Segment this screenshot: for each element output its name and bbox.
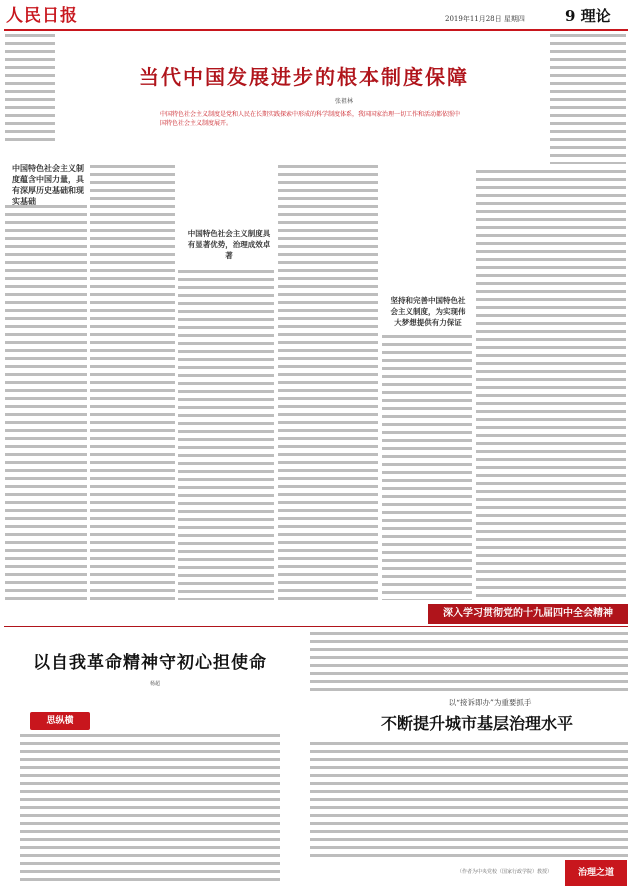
essay-right-top-body xyxy=(310,632,628,692)
essay-right-subhead: 以“接诉即办”为重要抓手 xyxy=(448,698,532,707)
main-author: 张祖林 xyxy=(335,98,354,105)
footer-logo: 治理之道 xyxy=(565,860,627,886)
page-number xyxy=(565,4,627,28)
page-number-value: 9 xyxy=(565,7,576,25)
newspaper-logo: 人民日报 xyxy=(6,6,78,26)
essay-right-body xyxy=(310,742,628,862)
left-column-text xyxy=(5,34,55,144)
essay-right-title: 不断提升城市基层治理水平 xyxy=(380,714,573,733)
page-section-label: 理论 xyxy=(580,7,611,25)
essay-left-body xyxy=(20,734,280,884)
body-column-2 xyxy=(90,165,175,600)
main-headline: 当代中国发展进步的根本制度保障 xyxy=(139,65,469,89)
section-subhead-2: 中国特色社会主义制度具有显著优势，治理成效卓著 xyxy=(187,229,271,260)
column-stamp: 思纵横 xyxy=(30,712,90,730)
dateline: 2019年11月28日 星期四 xyxy=(445,15,525,23)
author-note: （作者为中央党校（国家行政学院）教授） xyxy=(456,869,552,875)
body-column-4 xyxy=(278,165,378,600)
masthead-rule xyxy=(4,29,628,31)
body-column-1 xyxy=(5,205,87,600)
main-summary: 中国特色社会主义制度是党和人民在长期实践探索中形成的科学制度体系，我国国家治理一切工作和活动都依照中国特色社会主义制度展开。 xyxy=(160,111,461,127)
essay-left-author: 杨超 xyxy=(150,681,161,687)
series-banner: 深入学习贯彻党的十九届四中全会精神 xyxy=(428,604,628,624)
right-column-text xyxy=(550,34,626,164)
section-divider xyxy=(4,626,628,627)
section-subhead-3: 坚持和完善中国特色社会主义制度，为实现伟大梦想提供有力保证 xyxy=(390,296,466,327)
essay-left-title: 以自我革命精神守初心担使命 xyxy=(33,653,267,673)
body-column-3 xyxy=(178,270,274,600)
body-column-5 xyxy=(382,335,472,600)
section-subhead-1: 中国特色社会主义制度蕴含中国力量，具有深厚历史基础和现实基础 xyxy=(12,163,84,206)
body-column-6 xyxy=(476,170,626,600)
